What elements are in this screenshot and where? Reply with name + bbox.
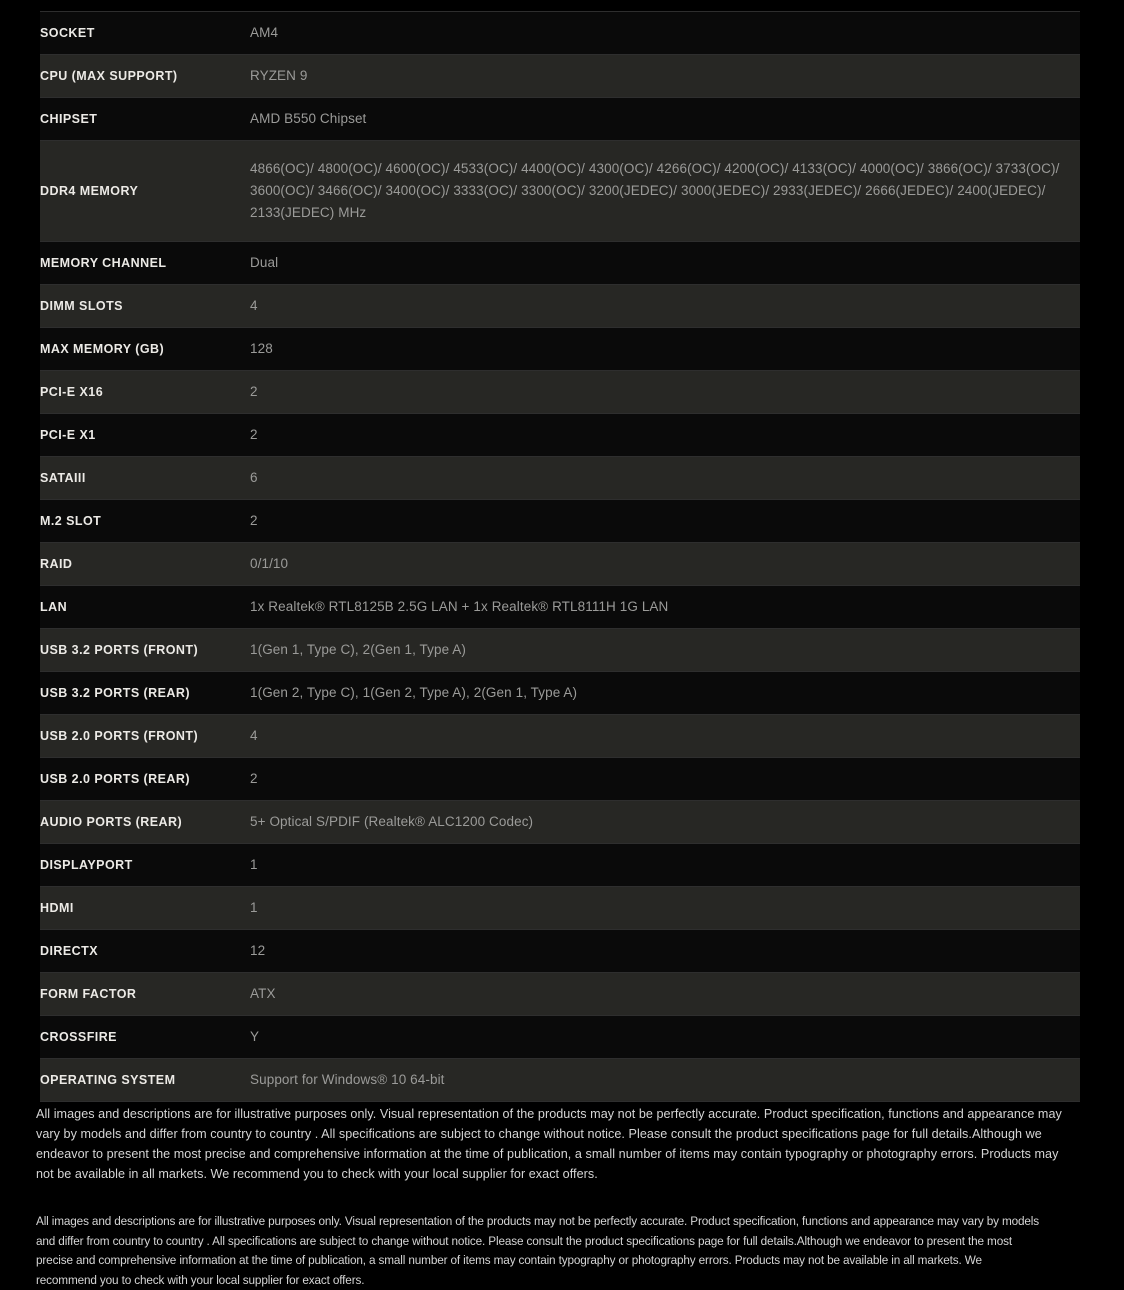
spec-value: 12	[250, 930, 1080, 973]
spec-row	[40, 1016, 1080, 1059]
spec-row	[40, 715, 1080, 758]
spec-value: 2	[250, 414, 1080, 457]
spec-row	[40, 285, 1080, 328]
spec-label: AUDIO PORTS (REAR)	[40, 801, 250, 844]
spec-label: LAN	[40, 586, 250, 629]
spec-value: ATX	[250, 973, 1080, 1016]
spec-value: 4866(OC)/ 4800(OC)/ 4600(OC)/ 4533(OC)/ 4400(OC)/ 4300(OC)/ 4266(OC)/ 4200(OC)/ 4133(OC)/ 4000(OC)/ 3866(OC)/ 3733(OC)/ 3600(OC)/ 3466(OC)/ 3400(OC)/ 3333(OC)/ 3300(OC)/ 3200(JEDEC)/ 3000(JEDEC)/ 2933(JEDEC)/ 2666(JEDEC)/ 2400(JEDEC)/ 2133(JEDEC) MHz	[250, 141, 1080, 242]
spec-value: 128	[250, 328, 1080, 371]
spec-row	[40, 1059, 1080, 1102]
spec-table-body	[40, 12, 1080, 1102]
spec-row	[40, 12, 1080, 55]
spec-value: 2	[250, 758, 1080, 801]
motherboard-spec-table	[40, 11, 1080, 1102]
spec-value: 0/1/10	[250, 543, 1080, 586]
spec-row	[40, 500, 1080, 543]
spec-label: CHIPSET	[40, 98, 250, 141]
spec-value: 2	[250, 371, 1080, 414]
disclaimer-secondary: All images and descriptions are for illustrative purposes only. Visual representation of the products may not be perfectly accurate. Product specification, functions and appearance may vary by models and differ from country to country . All specifications are subject to change without notice. Please consult the product specifications page for full details.Although we endeavor to present the most precise and comprehensive information at the time of publication, a small number of items may contain typography or photography errors. Products may not be available in all markets. We recommend you to check with your local supplier for exact offers.	[36, 1214, 1040, 1287]
spec-row	[40, 758, 1080, 801]
spec-row	[40, 973, 1080, 1016]
spec-row	[40, 98, 1080, 141]
spec-label: DIRECTX	[40, 930, 250, 973]
spec-label: PCI-E X16	[40, 371, 250, 414]
spec-row	[40, 457, 1080, 500]
spec-value: 4	[250, 285, 1080, 328]
spec-row	[40, 844, 1080, 887]
spec-row	[40, 414, 1080, 457]
spec-row	[40, 672, 1080, 715]
spec-label: SOCKET	[40, 12, 250, 55]
spec-table-container	[40, 11, 1080, 1102]
spec-value: 1x Realtek® RTL8125B 2.5G LAN + 1x Realtek® RTL8111H 1G LAN	[250, 586, 1080, 629]
spec-row	[40, 930, 1080, 973]
spec-value: AM4	[250, 12, 1080, 55]
spec-value: Dual	[250, 242, 1080, 285]
spec-row	[40, 328, 1080, 371]
spec-label: HDMI	[40, 887, 250, 930]
disclaimer-primary: All images and descriptions are for illustrative purposes only. Visual representation of the products may not be perfectly accurate. Product specification, functions and appearance may vary by models and differ from country to country . All specifications are subject to change without notice. Please consult the product specifications page for full details.Although we endeavor to present the most precise and comprehensive information at the time of publication, a small number of items may contain typography or photography errors. Products may not be available in all markets. We recommend you to check with your local supplier for exact offers.	[36, 1106, 1062, 1181]
spec-label: DIMM SLOTS	[40, 285, 250, 328]
spec-value: RYZEN 9	[250, 55, 1080, 98]
spec-label: CPU (MAX SUPPORT)	[40, 55, 250, 98]
spec-value: 5+ Optical S/PDIF (Realtek® ALC1200 Codec)	[250, 801, 1080, 844]
spec-label: RAID	[40, 543, 250, 586]
spec-value: Y	[250, 1016, 1080, 1059]
spec-label: MAX MEMORY (GB)	[40, 328, 250, 371]
spec-value: 1(Gen 2, Type C), 1(Gen 2, Type A), 2(Gen 1, Type A)	[250, 672, 1080, 715]
spec-row	[40, 801, 1080, 844]
spec-value: 1	[250, 887, 1080, 930]
spec-value: 2	[250, 500, 1080, 543]
spec-label: OPERATING SYSTEM	[40, 1059, 250, 1102]
spec-value: 4	[250, 715, 1080, 758]
spec-row	[40, 55, 1080, 98]
spec-label: SATAIII	[40, 457, 250, 500]
spec-value: Support for Windows® 10 64-bit	[250, 1059, 1080, 1102]
spec-row	[40, 543, 1080, 586]
spec-label: DISPLAYPORT	[40, 844, 250, 887]
spec-label: USB 3.2 PORTS (FRONT)	[40, 629, 250, 672]
spec-label: MEMORY CHANNEL	[40, 242, 250, 285]
spec-label: M.2 SLOT	[40, 500, 250, 543]
spec-label: USB 2.0 PORTS (FRONT)	[40, 715, 250, 758]
spec-label: USB 2.0 PORTS (REAR)	[40, 758, 250, 801]
spec-row	[40, 141, 1080, 242]
spec-value: 1(Gen 1, Type C), 2(Gen 1, Type A)	[250, 629, 1080, 672]
spec-label: CROSSFIRE	[40, 1016, 250, 1059]
spec-value: AMD B550 Chipset	[250, 98, 1080, 141]
spec-row	[40, 629, 1080, 672]
spec-label: DDR4 MEMORY	[40, 141, 250, 242]
spec-row	[40, 371, 1080, 414]
spec-row	[40, 242, 1080, 285]
spec-label: FORM FACTOR	[40, 973, 250, 1016]
spec-row	[40, 586, 1080, 629]
spec-label: USB 3.2 PORTS (REAR)	[40, 672, 250, 715]
spec-label: PCI-E X1	[40, 414, 250, 457]
spec-row	[40, 887, 1080, 930]
spec-value: 1	[250, 844, 1080, 887]
spec-value: 6	[250, 457, 1080, 500]
